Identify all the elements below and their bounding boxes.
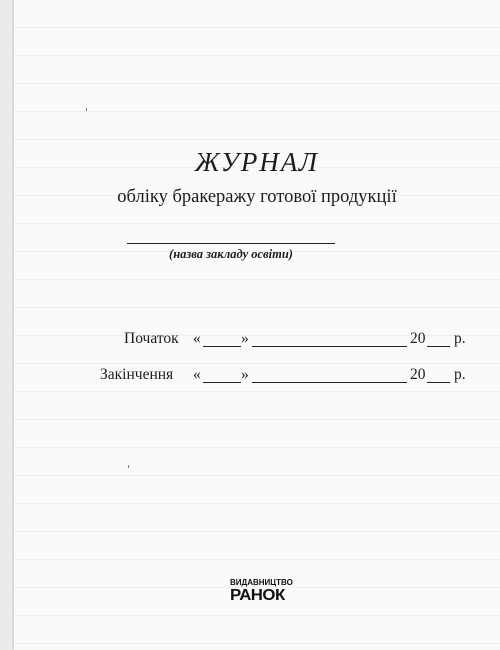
start-label: Початок: [124, 330, 179, 347]
end-label: Закінчення: [100, 366, 174, 383]
end-day-blank: [203, 368, 241, 383]
start-month-blank: [252, 332, 407, 347]
start-year-blank: [427, 332, 450, 347]
end-year-prefix: 20: [410, 366, 426, 383]
end-year-suffix: р.: [454, 366, 466, 383]
journal-subtitle: обліку бракеражу готової продукції: [117, 187, 397, 207]
start-quote-open: «: [193, 330, 201, 347]
end-year-blank: [427, 368, 450, 383]
institution-name-blank: [127, 243, 335, 244]
end-quote-close: »: [241, 366, 249, 383]
print-speck: [128, 465, 129, 468]
journal-cover-page: [14, 0, 500, 650]
publisher-logo-line1: ВИДАВНИЦТВО: [230, 578, 293, 587]
institution-caption: (назва закладу освіти): [169, 247, 293, 261]
print-speck: [86, 108, 87, 111]
publisher-logo-line2: РАНОК: [230, 587, 285, 604]
start-day-blank: [203, 332, 241, 347]
end-month-blank: [252, 368, 407, 383]
end-quote-open: «: [193, 366, 201, 383]
start-quote-close: »: [241, 330, 249, 347]
journal-title: ЖУРНАЛ: [194, 147, 320, 177]
start-year-suffix: р.: [454, 330, 466, 347]
publisher-logo: [230, 578, 292, 604]
start-year-prefix: 20: [410, 330, 426, 347]
